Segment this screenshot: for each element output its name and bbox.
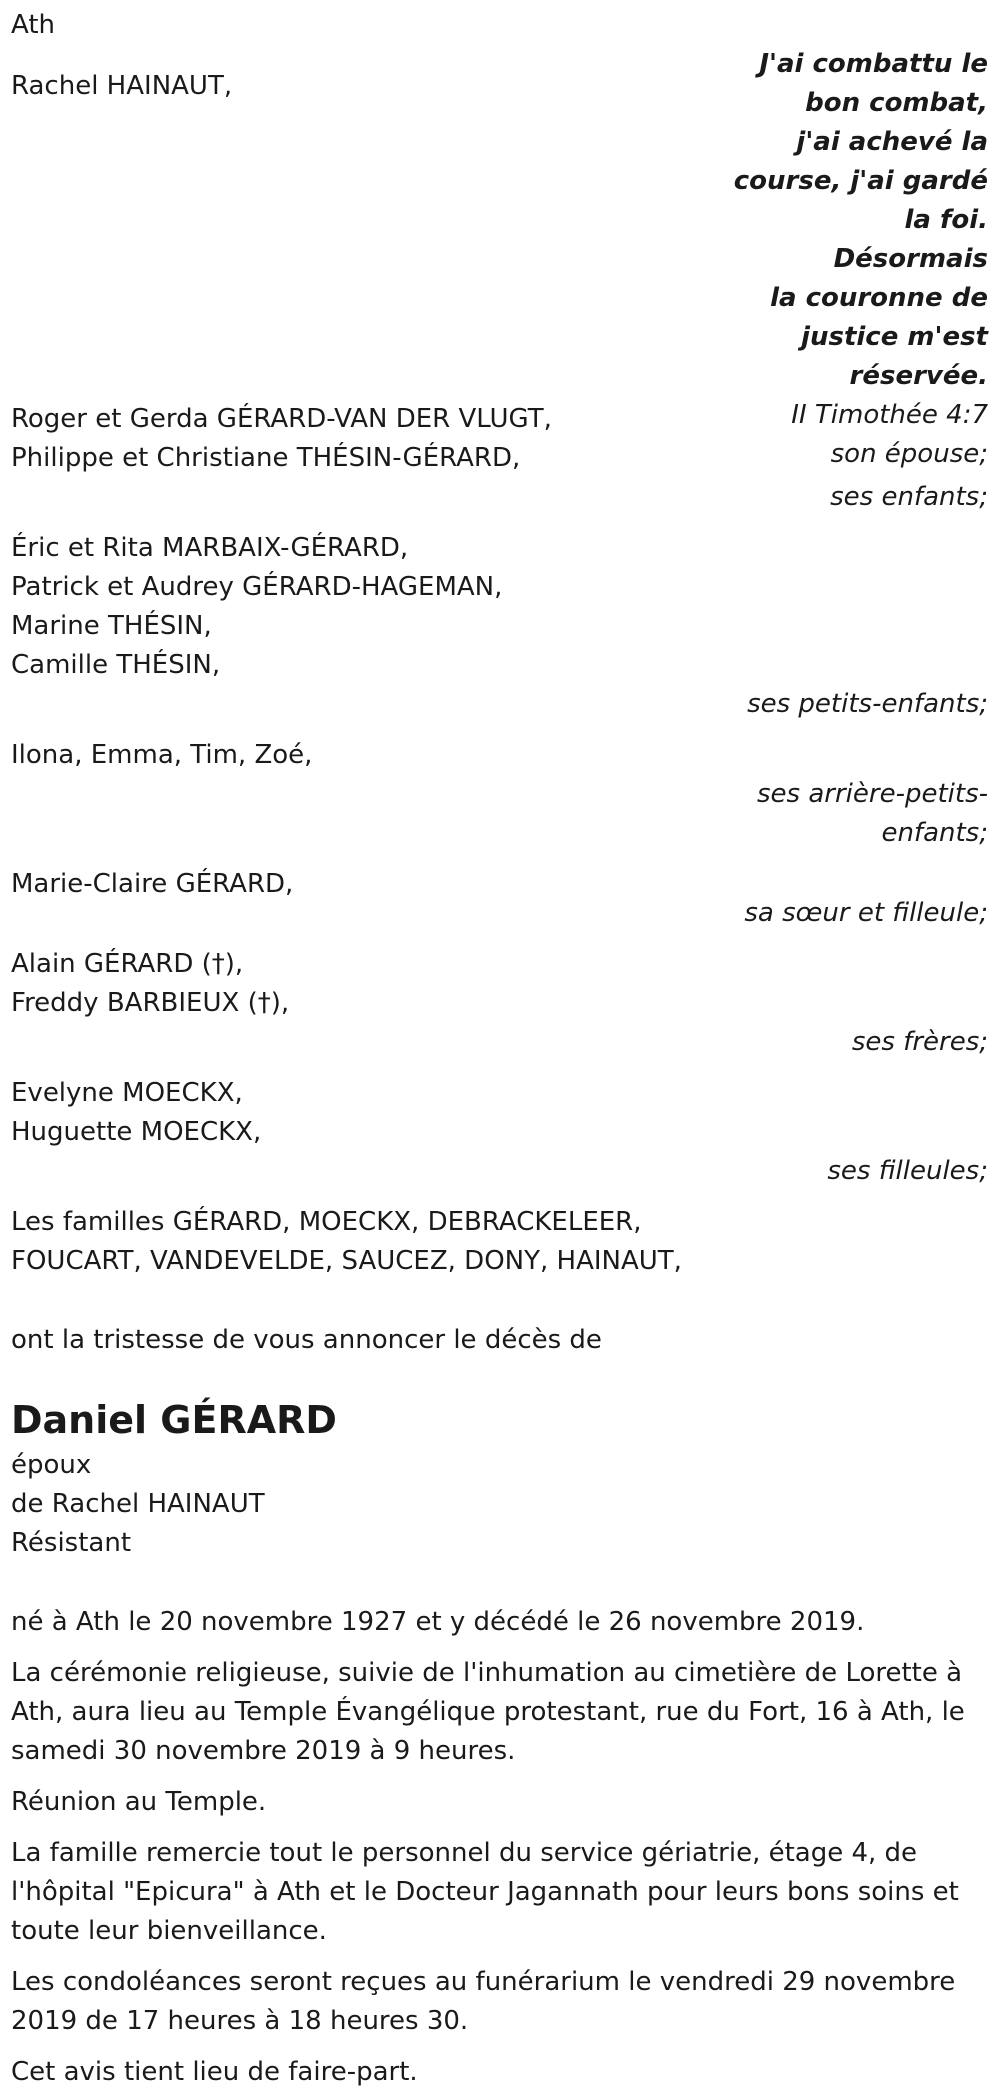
goddaughters-group: [11, 1074, 988, 1191]
deceased-detail: de Rachel HAINAUT: [11, 1489, 265, 1519]
sister-group: [11, 865, 988, 933]
great-grandchildren-group: [11, 736, 988, 853]
goddaughter-name: Huguette MOECKX,: [11, 1117, 262, 1147]
sister-name: Marie-Claire GÉRARD,: [11, 869, 294, 899]
quote-line: réservée.: [849, 361, 988, 391]
children-relation: ses enfants;: [830, 482, 988, 512]
ceremony-paragraph: La cérémonie religieuse, suivie de l'inhumation au cimetière de Lorette à Ath, aura lieu au Temple Évangélique protestant, rue du Fort, 16 à Ath, le samedi 30 novembre 2019 à 9 heures.: [11, 1658, 965, 1766]
grandchildren-group: [11, 529, 988, 724]
quote-line: justice m'est: [801, 322, 988, 352]
great-grandchild-names: Ilona, Emma, Tim, Zoé,: [11, 740, 313, 770]
families-line: FOUCART, VANDEVELDE, SAUCEZ, DONY, HAINAUT,: [11, 1246, 682, 1276]
goddaughter-name: Evelyne MOECKX,: [11, 1078, 243, 1108]
brother-name: Freddy BARBIEUX (†),: [11, 988, 290, 1018]
quote-line: Désormais: [833, 244, 988, 274]
families-group: [11, 1203, 988, 1281]
families-line: Les familles GÉRARD, MOECKX, DEBRACKELEER,: [11, 1207, 642, 1237]
quote-line: J'ai combattu le: [759, 49, 988, 79]
goddaughters-relation: ses filleules;: [827, 1156, 988, 1186]
announcement: ont la tristesse de vous annoncer le décès de: [11, 1325, 602, 1355]
child-name: Roger et Gerda GÉRARD-VAN DER VLUGT,: [11, 404, 552, 434]
sister-relation: sa sœur et filleule;: [744, 898, 988, 928]
quote-line: j'ai achevé la: [796, 127, 988, 157]
child-name: Philippe et Christiane THÉSIN-GÉRARD,: [11, 443, 521, 473]
quote-line: bon combat,: [805, 88, 988, 118]
thanks-paragraph: La famille remercie tout le personnel du service gériatrie, étage 4, de l'hôpital "Epicura" à Ath et le Docteur Jagannath pour leurs bons soins et toute leur bienveillance.: [11, 1838, 959, 1946]
great-grandchildren-relation: enfants;: [881, 818, 988, 848]
quote-reference: II Timothée 4:7: [791, 400, 988, 430]
deceased-detail: époux: [11, 1450, 92, 1480]
notice-paragraph: Cet avis tient lieu de faire-part.: [11, 2057, 418, 2087]
spouse-relation: son épouse;: [830, 439, 988, 469]
spouse-name: Rachel HAINAUT,: [11, 71, 233, 101]
deceased-name: Daniel GÉRARD: [11, 1398, 337, 1442]
quote-line: la couronne de: [770, 283, 988, 313]
city-header: Ath: [11, 10, 56, 40]
brothers-group: [11, 945, 988, 1062]
quote-line: course, j'ai gardé: [733, 166, 988, 196]
quote-line: la foi.: [904, 205, 988, 235]
great-grandchildren-relation: ses arrière-petits-: [757, 779, 988, 809]
bible-quote: [688, 45, 988, 435]
birth-death-paragraph: né à Ath le 20 novembre 1927 et y décédé le 26 novembre 2019.: [11, 1607, 865, 1637]
grandchild-name: Camille THÉSIN,: [11, 650, 221, 680]
grandchild-name: Éric et Rita MARBAIX-GÉRARD,: [11, 533, 409, 563]
brother-name: Alain GÉRARD (†),: [11, 949, 244, 979]
grandchildren-relation: ses petits-enfants;: [747, 689, 988, 719]
brothers-relation: ses frères;: [851, 1027, 988, 1057]
gathering-paragraph: Réunion au Temple.: [11, 1787, 267, 1817]
deceased-detail: Résistant: [11, 1528, 132, 1558]
condolences-paragraph: Les condoléances seront reçues au funérarium le vendredi 29 novembre 2019 de 17 heures à 18 heures 30.: [11, 1967, 956, 2036]
grandchild-name: Marine THÉSIN,: [11, 611, 212, 641]
grandchild-name: Patrick et Audrey GÉRARD-HAGEMAN,: [11, 572, 503, 602]
